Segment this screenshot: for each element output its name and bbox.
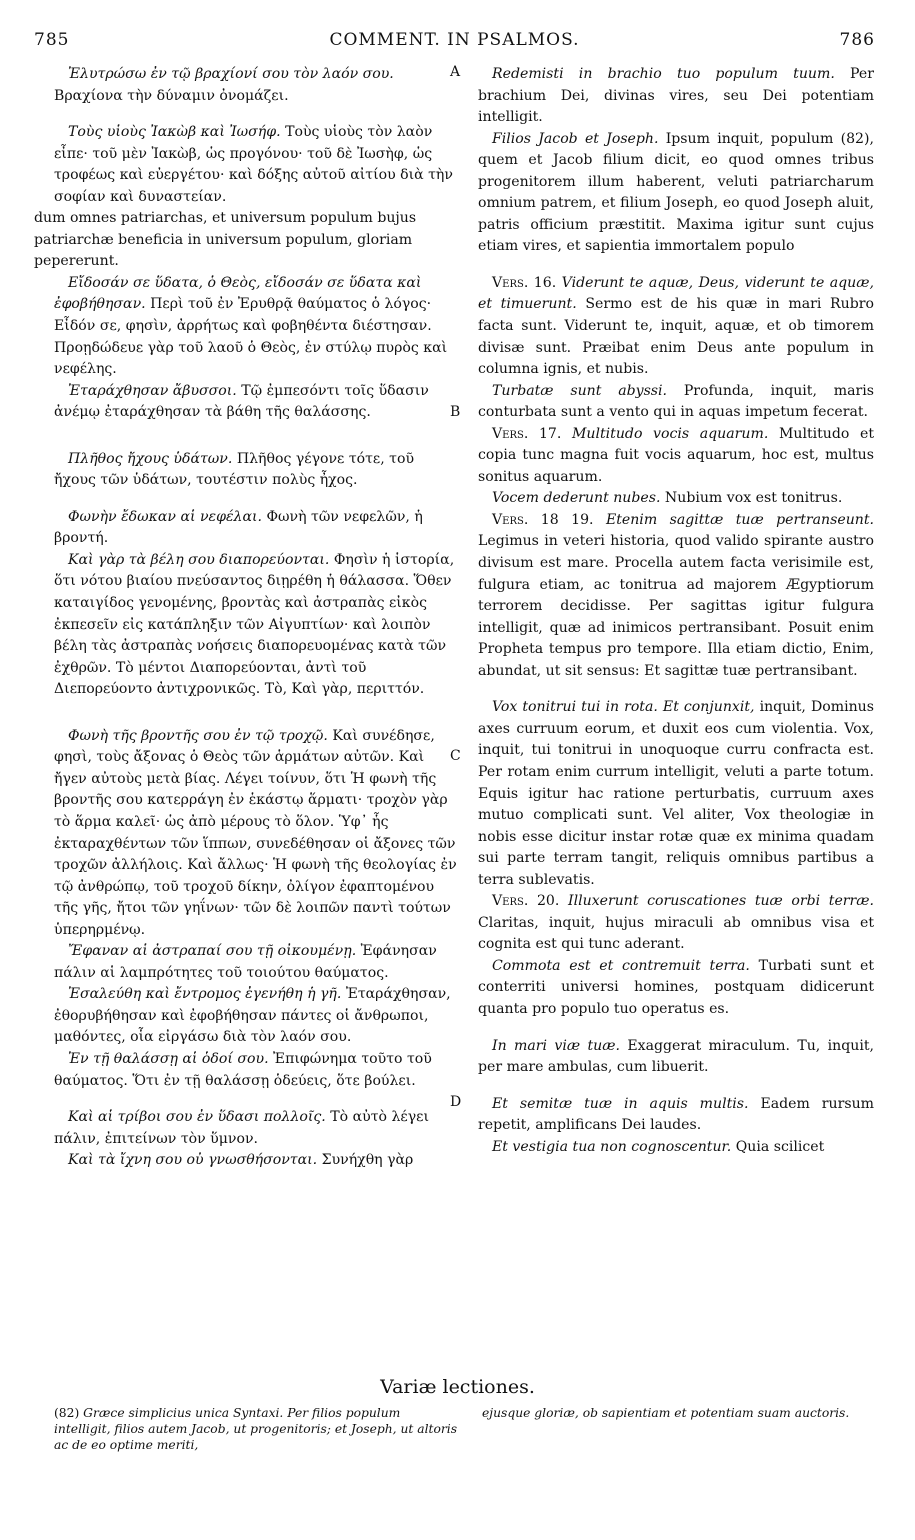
latin-lemma: Redemisti in brachio tuo populum tuum. (492, 66, 835, 82)
latin-commentary: Quia scilicet (735, 1138, 825, 1155)
margin-siglum-a: A (450, 64, 461, 80)
latin-lemma: Etenim sagittæ tuæ pertranseunt. (605, 511, 874, 528)
greek-commentary: Καὶ συνέδησε, φησὶ, τοὺς ἄξονας ὁ Θεὸς τῶν ἁρμάτων αὐτῶν. Καὶ ἤγεν αὐτοὺς μετὰ βίας. Λέγει τοίνυν, ὅτι Ἡ φωνὴ τῆς βροντῆς σου κατερράγη ἐν ἑκάστῳ ἅρματι· τροχὸν γὰρ τὸ ἅρμα καλεῖ· ὡς ἀπὸ μέρους τὸ ὅλον. Ὑφ᾽ ἧς ἐκταραχθέντων τῶν ἵππων, συνεδέθησαν οἱ ἄξονες τῶν τροχῶν ἀλλήλοις. Καὶ ἄλλως· Ἡ φωνὴ τῆς θεολογίας ἐν τῷ ἀνθρώπῳ, τοῦ τροχοῦ δίκην, ὀλίγον ἐφαπτομένου τῆς γῆς, ἤτοι τῶν γηΐνων· τῶν δὲ λοιπῶν παντὶ τούτων ὑπερηρμένῳ. (54, 727, 457, 938)
latin-commentary: Nubium vox est tonitrus. (664, 490, 843, 507)
latin-commentary: Multitudo et copia tunc magna fuit vocis aquarum, hoc est, multus sonitus aquarum. (478, 425, 875, 485)
latin-paragraph (478, 129, 874, 258)
latin-continuation (34, 208, 459, 273)
greek-lemma: Ἐλυτρώσω ἐν τῷ βραχίονί σου τὸν λαόν σου. (68, 66, 394, 82)
latin-paragraph (478, 381, 874, 424)
greek-commentary: Τῷ ἐμπεσόντι τοῖς ὕδασιν ἀνέμῳ ἐταράχθησαν τὰ βάθη τῆς θαλάσσης. (54, 382, 429, 421)
latin-commentary: Eadem rursum repetit, amplificans Dei laudes. (478, 1095, 875, 1134)
greek-lemma: Φωνὴ τῆς βροντῆς σου ἐν τῷ τροχῷ. (68, 727, 328, 744)
verse-label: Vers. 18 19. (492, 511, 594, 528)
greek-commentary: Ἐφάνησαν πάλιν αἱ λαμπρότητες τοῦ τοιούτου θαύματος. (54, 943, 437, 981)
latin-paragraph (478, 510, 874, 682)
latin-paragraph (478, 891, 874, 956)
latin-commentary: inquit, Dominus axes curruum eorum, et duxit eos cum violentia. Vox, inquit, tui tonitrui in unoquoque curru confracta est. Per rotam enim currum intelligit, veluti a parte totum. Equis igitur hac ratione perturbatis, curruum axes mutuo complicati sunt. Vel aliter, Vox theologiæ in nobis esse dicitur instar rotæ quæ ex minima quadam sui parte terram tangit, reliquis omnibus partibus a terra sublevatis. (478, 699, 874, 888)
page-number-right: 786 (839, 30, 875, 50)
latin-paragraph (478, 424, 874, 489)
latin-paragraph (478, 956, 874, 1021)
greek-commentary: Περὶ τοῦ ἐν Ἐρυθρᾷ θαύματος ὁ λόγος· Εἶδόν σε, φησὶν, ἀρρήτως καὶ φοβηθέντα διέστησαν. Προῃδώδευε γὰρ τοῦ λαοῦ ὁ Θεὸς, ἐν στύλῳ πυρὸς καὶ νεφέλης. (54, 296, 448, 378)
greek-paragraph (54, 64, 459, 107)
verse-label: Vers. 17. (492, 425, 562, 442)
greek-lemma: Ἐταράχθησαν ἄβυσσοι. (68, 382, 237, 399)
latin-continuation-text: dum omnes patriarchas, et universum populum bujus patriarchæ beneficia in universum populum, gloriam pepererunt. (34, 210, 417, 270)
greek-commentary: Πλῆθος γέγονε τότε, τοῦ ἤχους τῶν ὑδάτων, τουτέστιν πολὺς ἦχος. (54, 450, 415, 489)
greek-paragraph (54, 1150, 459, 1172)
latin-paragraph (478, 697, 874, 891)
greek-paragraph (54, 726, 459, 941)
latin-lemma: Filios Jacob et Joseph. (492, 130, 659, 147)
latin-paragraph (478, 64, 874, 129)
footnote-number: (82) (54, 1406, 80, 1420)
greek-paragraph (54, 984, 459, 1049)
latin-commentary: Per brachium Dei, divinas vires, seu Dei potentiam intelligit. (478, 66, 874, 126)
latin-commentary: Ipsum inquit, populum (82), quem et Jacob filium dicit, eo quod omnes tribus progenitorem illum haberent, veluti patriarcharum omnium patrem, et filium Joseph, eo quod Joseph aluit, patris officium præstitit. Maxima igitur sunt cujus etiam vires, et sapientia immortalem populo (478, 130, 874, 255)
greek-paragraph (54, 550, 459, 701)
greek-lemma: Καὶ αἱ τρίβοι σου ἐν ὕδασι πολλοῖς. (68, 1109, 326, 1126)
greek-paragraph (54, 1049, 459, 1092)
latin-lemma: In mari viæ tuæ. (492, 1037, 620, 1054)
latin-lemma: Vox tonitrui tui in rota. Et conjunxit, (492, 699, 755, 716)
greek-commentary: Φησὶν ἡ ἱστορία, ὅτι νότου βιαίου πνεύσαντος διῃρέθη ἡ θάλασσα. Ὅθεν καταιγίδος γενομένης, βροντὰς καὶ ἀστραπὰς εἰκὸς ἐκπεσεῖν εἰς κατάπληξιν τῶν Αἰγυπτίων· καὶ λοιπὸν βέλη τὰς ἀστραπὰς νοήσεις διαπορευομένας κατὰ τῶν ἐχθρῶν. Τὸ μέντοι Διαπορεύονται, ἀντὶ τοῦ Διεπορεύοντο ἀντιχρονικῶς. Τὸ, Καὶ γὰρ, περιττόν. (54, 551, 455, 698)
latin-lemma: Viderunt te aquæ, Deus, viderunt te aquæ, et timuerunt. (478, 274, 874, 313)
greek-lemma: Εἴδοσάν σε ὕδατα, ὁ Θεὸς, εἴδοσάν σε ὕδατα καὶ ἐφοβήθησαν. (54, 274, 422, 313)
greek-commentary: Τὸ αὐτὸ λέγει πάλιν, ἐπιτείνων τὸν ὕμνον. (54, 1109, 429, 1147)
margin-siglum-c: C (450, 748, 461, 764)
verse-label: Vers. 20. (492, 893, 560, 910)
latin-lemma: Et vestigia tua non cognoscentur. (492, 1138, 732, 1155)
running-header (34, 30, 875, 56)
greek-lemma: Πλῆθος ἤχους ὑδάτων. (68, 450, 233, 467)
verse-label: Vers. 16. (492, 274, 557, 291)
greek-paragraph (54, 507, 459, 550)
variae-lectiones-heading: Variæ lectiones. (380, 1376, 535, 1398)
latin-paragraph (478, 1094, 874, 1137)
greek-column (34, 64, 462, 1172)
latin-paragraph (478, 1137, 874, 1159)
margin-siglum-d: D (450, 1094, 462, 1110)
latin-paragraph (478, 273, 874, 381)
latin-commentary: Claritas, inquit, hujus miraculi ab omnibus visa et cognita est qui tunc aderant. (478, 914, 874, 953)
footnote-text-right: ejusque gloriæ, ob sapientiam et potentiam suam auctoris. (482, 1406, 850, 1420)
page-number-left: 785 (34, 30, 70, 50)
greek-lemma: Καὶ τὰ ἴχνη σου οὐ γνωσθήσονται. (68, 1152, 318, 1169)
greek-commentary: Συνήχθη γὰρ (321, 1152, 414, 1169)
greek-commentary: Ἐπιφώνημα τοῦτο τοῦ θαύματος. Ὅτι ἐν τῇ θαλάσσῃ ὁδεύεις, ὅτε βούλει. (54, 1050, 432, 1089)
footnote-right (482, 1405, 874, 1421)
greek-commentary: Φωνὴ τῶν νεφελῶν, ἡ βροντή. (54, 508, 423, 547)
greek-commentary: Τοὺς υἱοὺς τὸν λαὸν εἶπε· τοῦ μὲν Ἰακὼβ, ὡς προγόνου· τοῦ δὲ Ἰωσὴφ, ὡς τροφέως καὶ εὐεργέτου· καὶ δόξης αὐτοῦ αἰτίου διὰ τὴν σοφίαν καὶ δυναστείαν. (54, 124, 453, 205)
latin-commentary: Exaggerat miraculum. Tu, inquit, per mare ambulas, cum libuerit. (478, 1037, 874, 1076)
footnote-text-left: Græce simplicius unica Syntaxi. Per filios populum intelligit, filios autem Jacob, ut progenitoris; et Joseph, ut altoris ac de eo optime meriti, (54, 1406, 458, 1452)
latin-lemma: Vocem dederunt nubes. (492, 490, 661, 507)
latin-lemma: Commota est et contremuit terra. (492, 957, 750, 974)
greek-commentary: Βραχίονα τὴν δύναμιν ὀνομάζει. (54, 87, 289, 104)
latin-commentary: Legimus in veteri historia, quod valido spirante austro divisum est mare. Procella autem facta verisimile est, fulgura etiam, ac tonitrua ad majorem Ægyptiorum terrorem decidisse. Per sagittas igitur fulgura intelligit, quæ ad inimicos pertransibant. Posuit enim Propheta tempus pro tempore. Illa etiam dictio, Enim, abundat, ut sit sensus: Et sagittæ tuæ pertransibant. (478, 533, 874, 679)
latin-paragraph (478, 488, 874, 510)
greek-paragraph (54, 1107, 459, 1150)
greek-paragraph (54, 941, 459, 984)
latin-paragraph (478, 1036, 874, 1079)
greek-lemma: Φωνὴν ἔδωκαν αἱ νεφέλαι. (68, 508, 262, 525)
greek-lemma: Ἐσαλεύθη καὶ ἔντρομος ἐγενήθη ἡ γῆ. (68, 986, 342, 1003)
latin-lemma: Multitudo vocis aquarum. (572, 425, 769, 442)
latin-lemma: Et semitæ tuæ in aquis multis. (492, 1095, 749, 1112)
running-title: COMMENT. IN PSALMOS. (329, 30, 580, 50)
latin-lemma: Illuxerunt coruscationes tuæ orbi terræ. (568, 893, 875, 910)
footnote-left (54, 1405, 459, 1453)
latin-column (478, 64, 874, 1158)
latin-commentary: Profunda, inquit, maris conturbata sunt a vento qui in aquas impetum fecerat. (478, 382, 874, 421)
margin-siglum-b: B (450, 404, 461, 420)
greek-paragraph (54, 273, 459, 381)
greek-lemma: Καὶ γὰρ τὰ βέλη σου διαπορεύονται. (68, 551, 330, 568)
greek-lemma: Ἐν τῇ θαλάσσῃ αἱ ὁδοί σου. (68, 1050, 269, 1067)
latin-commentary: Sermo est de his quæ in mari Rubro facta sunt. Viderunt te, inquit, aquæ, et ob timorem divisæ sunt. Præibat enim Deus ante populum in columna ignis, et nubis. (478, 296, 874, 378)
greek-paragraph (54, 122, 459, 208)
greek-lemma: Ἔφαναν αἱ ἀστραπαί σου τῇ οἰκουμένῃ. (68, 943, 357, 960)
greek-commentary: Ἐταράχθησαν, ἐθορυβήθησαν καὶ ἐφοβήθησαν πάντες οἱ ἄνθρωποι, μαθόντες, οἷα εἰργάσω διὰ τὸν λαόν σου. (54, 986, 451, 1046)
latin-lemma: Turbatæ sunt abyssi. (492, 382, 668, 399)
greek-lemma: Τοὺς υἱοὺς Ἰακὼβ καὶ Ἰωσήφ. (68, 124, 281, 141)
greek-paragraph (54, 449, 459, 492)
latin-commentary: Turbati sunt et conterriti universi homines, postquam didicerunt quanta pro populo tuo operatus es. (478, 957, 875, 1017)
greek-paragraph (54, 381, 459, 424)
